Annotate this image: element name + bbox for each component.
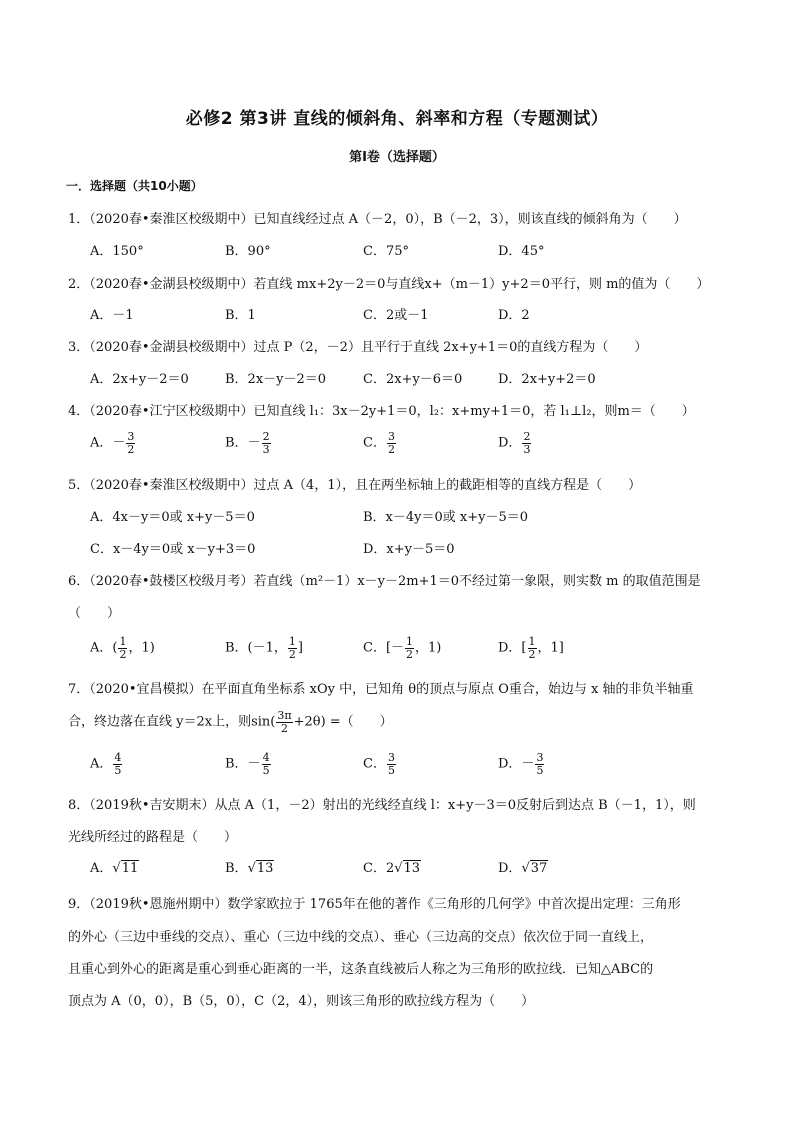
fraction: $\frac{1}{2}$ [406,635,414,661]
q6-option-c: C．[－ $\frac{1}{2}$ ，1) [363,635,442,661]
fraction: $\frac{4}{5}$ [262,751,270,777]
q8-option-c: C．2√13 [363,861,421,876]
q2-option-c: C．2或－1 [363,308,429,323]
sqrt-symbol: √13 [394,861,421,876]
section-heading: 一．选择题（共10小题） [66,179,203,193]
question-9-line-3: 且重心到外心的距离是重心到垂心距离的一半，这条直线被后人称之为三角形的欧拉线．已知△ABC的 [68,962,654,977]
q5-option-d: D．x+y－5＝0 [363,542,455,557]
q3-option-c: C．2x+y－6＝0 [363,372,463,387]
question-5: 5．（2020春•秦淮区校级期中）过点 A（4，1），且在两坐标轴上的截距相等的直线方程是（ ） [68,478,642,493]
sqrt-symbol: √37 [521,861,548,876]
q8-option-b: B．√13 [225,861,274,876]
question-6-paren: （ ） [68,606,121,621]
q2-option-a: A．－1 [90,308,134,323]
fraction: $\frac{3}{5}$ [387,751,395,777]
fraction: $\frac{1}{2}$ [528,635,536,661]
q1-option-d: D．45° [498,244,545,259]
question-7-line-1: 7．（2020•宜昌模拟）在平面直角坐标系 xOy 中，已知角 θ的顶点与原点 O重合，始边与 x 轴的非负半轴重 [68,682,694,697]
question-7-line-2: 合，终边落在直线 y＝2x上，则sin( $\frac{3\pi}{2}$ +2θ) =（ ） [68,709,393,735]
q5-option-b: B．x－4y＝0或 x+y－5＝0 [363,510,529,525]
fraction: $\frac{1}{2}$ [288,635,296,661]
q5-option-a: A．4x－y＝0或 x+y－5＝0 [90,510,255,525]
q6-option-a: A．( $\frac{1}{2}$ ，1) [90,635,155,661]
fraction: $\frac{3}{5}$ [536,751,544,777]
fraction: $\frac{3}{2}$ [387,430,395,456]
q1-option-a: A．150° [90,244,144,259]
fraction: $\frac{4}{5}$ [114,751,122,777]
q8-option-d: D．√37 [498,861,548,876]
q1-option-b: B．90° [225,244,271,259]
fraction: $\frac{3\pi}{2}$ [277,709,292,735]
q3-option-b: B．2x－y－2＝0 [225,372,327,387]
question-2: 2．（2020春•金湖县校级期中）若直线 mx+2y－2＝0与直线x+（m－1）y+2＝0平行，则 m的值为（ ） [68,277,710,292]
q7-option-a: A． $\frac{4}{5}$ [90,751,122,777]
page-title: 必修2 第3讲 直线的倾斜角、斜率和方程（专题测试） [185,109,609,129]
question-3: 3．（2020春•金湖县校级期中）过点 P（2，－2）且平行于直线 2x+y+1＝0的直线方程为（ ） [68,340,648,355]
q7-option-b: B．－ $\frac{4}{5}$ [225,751,270,777]
q8-option-a: A．√11 [90,861,139,876]
q4-option-a: A．－ $\frac{3}{2}$ [90,430,135,456]
q4-option-d: D． $\frac{2}{3}$ [498,430,531,456]
question-1: 1．（2020春•秦淮区校级期中）已知直线经过点 A（－2，0），B（－2，3），则该直线的倾斜角为（ ） [68,212,687,227]
q4-option-c: C． $\frac{3}{2}$ [363,430,395,456]
question-8-line-2: 光线所经过的路程是（ ） [68,830,238,845]
fraction: $\frac{2}{3}$ [262,430,270,456]
q6-option-b: B．(－1， $\frac{1}{2}$ ] [225,635,303,661]
question-8-line-1: 8．（2019秋•吉安期末）从点 A（1，－2）射出的光线经直线 l：x+y－3＝0反射后到达点 B（－1，1），则 [68,798,696,813]
q6-option-d: D．[ $\frac{1}{2}$ ，1] [498,635,564,661]
fraction: $\frac{3}{2}$ [127,430,135,456]
q7-option-c: C． $\frac{3}{5}$ [363,751,395,777]
q4-option-b: B．－ $\frac{2}{3}$ [225,430,270,456]
q5-option-c: C．x－4y＝0或 x－y+3＝0 [90,542,256,557]
sqrt-symbol: √13 [247,861,274,876]
question-9-line-2: 的外心（三边中垂线的交点）、重心（三边中线的交点）、垂心（三边高的交点）依次位于同一直线上， [68,930,654,945]
question-4: 4．（2020春•江宁区校级期中）已知直线 l₁：3x－2y+1＝0，l₂：x+my+1＝0，若 l₁⊥l₂，则m＝（ ） [68,404,695,419]
question-6: 6．（2020春•鼓楼区校级月考）若直线（m²－1）x－y－2m+1＝0不经过第一象限，则实数 m 的取值范围是 [68,574,701,589]
fraction: $\frac{2}{3}$ [523,430,531,456]
q2-option-d: D．2 [498,308,530,323]
q1-option-c: C．75° [363,244,409,259]
page-subtitle: 第Ⅰ卷（选择题） [349,150,445,165]
q7-option-d: D．－ $\frac{3}{5}$ [498,751,544,777]
q3-option-a: A．2x+y－2＝0 [90,372,189,387]
question-9-line-1: 9．（2019秋•恩施州期中）数学家欧拉于 1765年在他的著作《三角形的几何学》中首次提出定理：三角形 [68,897,681,912]
fraction: $\frac{1}{2}$ [119,635,127,661]
sqrt-symbol: √11 [112,861,139,876]
q3-option-d: D．2x+y+2＝0 [498,372,596,387]
question-9-line-4: 顶点为 A（0，0），B（5，0），C（2，4），则该三角形的欧拉线方程为（ ） [68,994,535,1009]
q2-option-b: B．1 [225,308,256,323]
